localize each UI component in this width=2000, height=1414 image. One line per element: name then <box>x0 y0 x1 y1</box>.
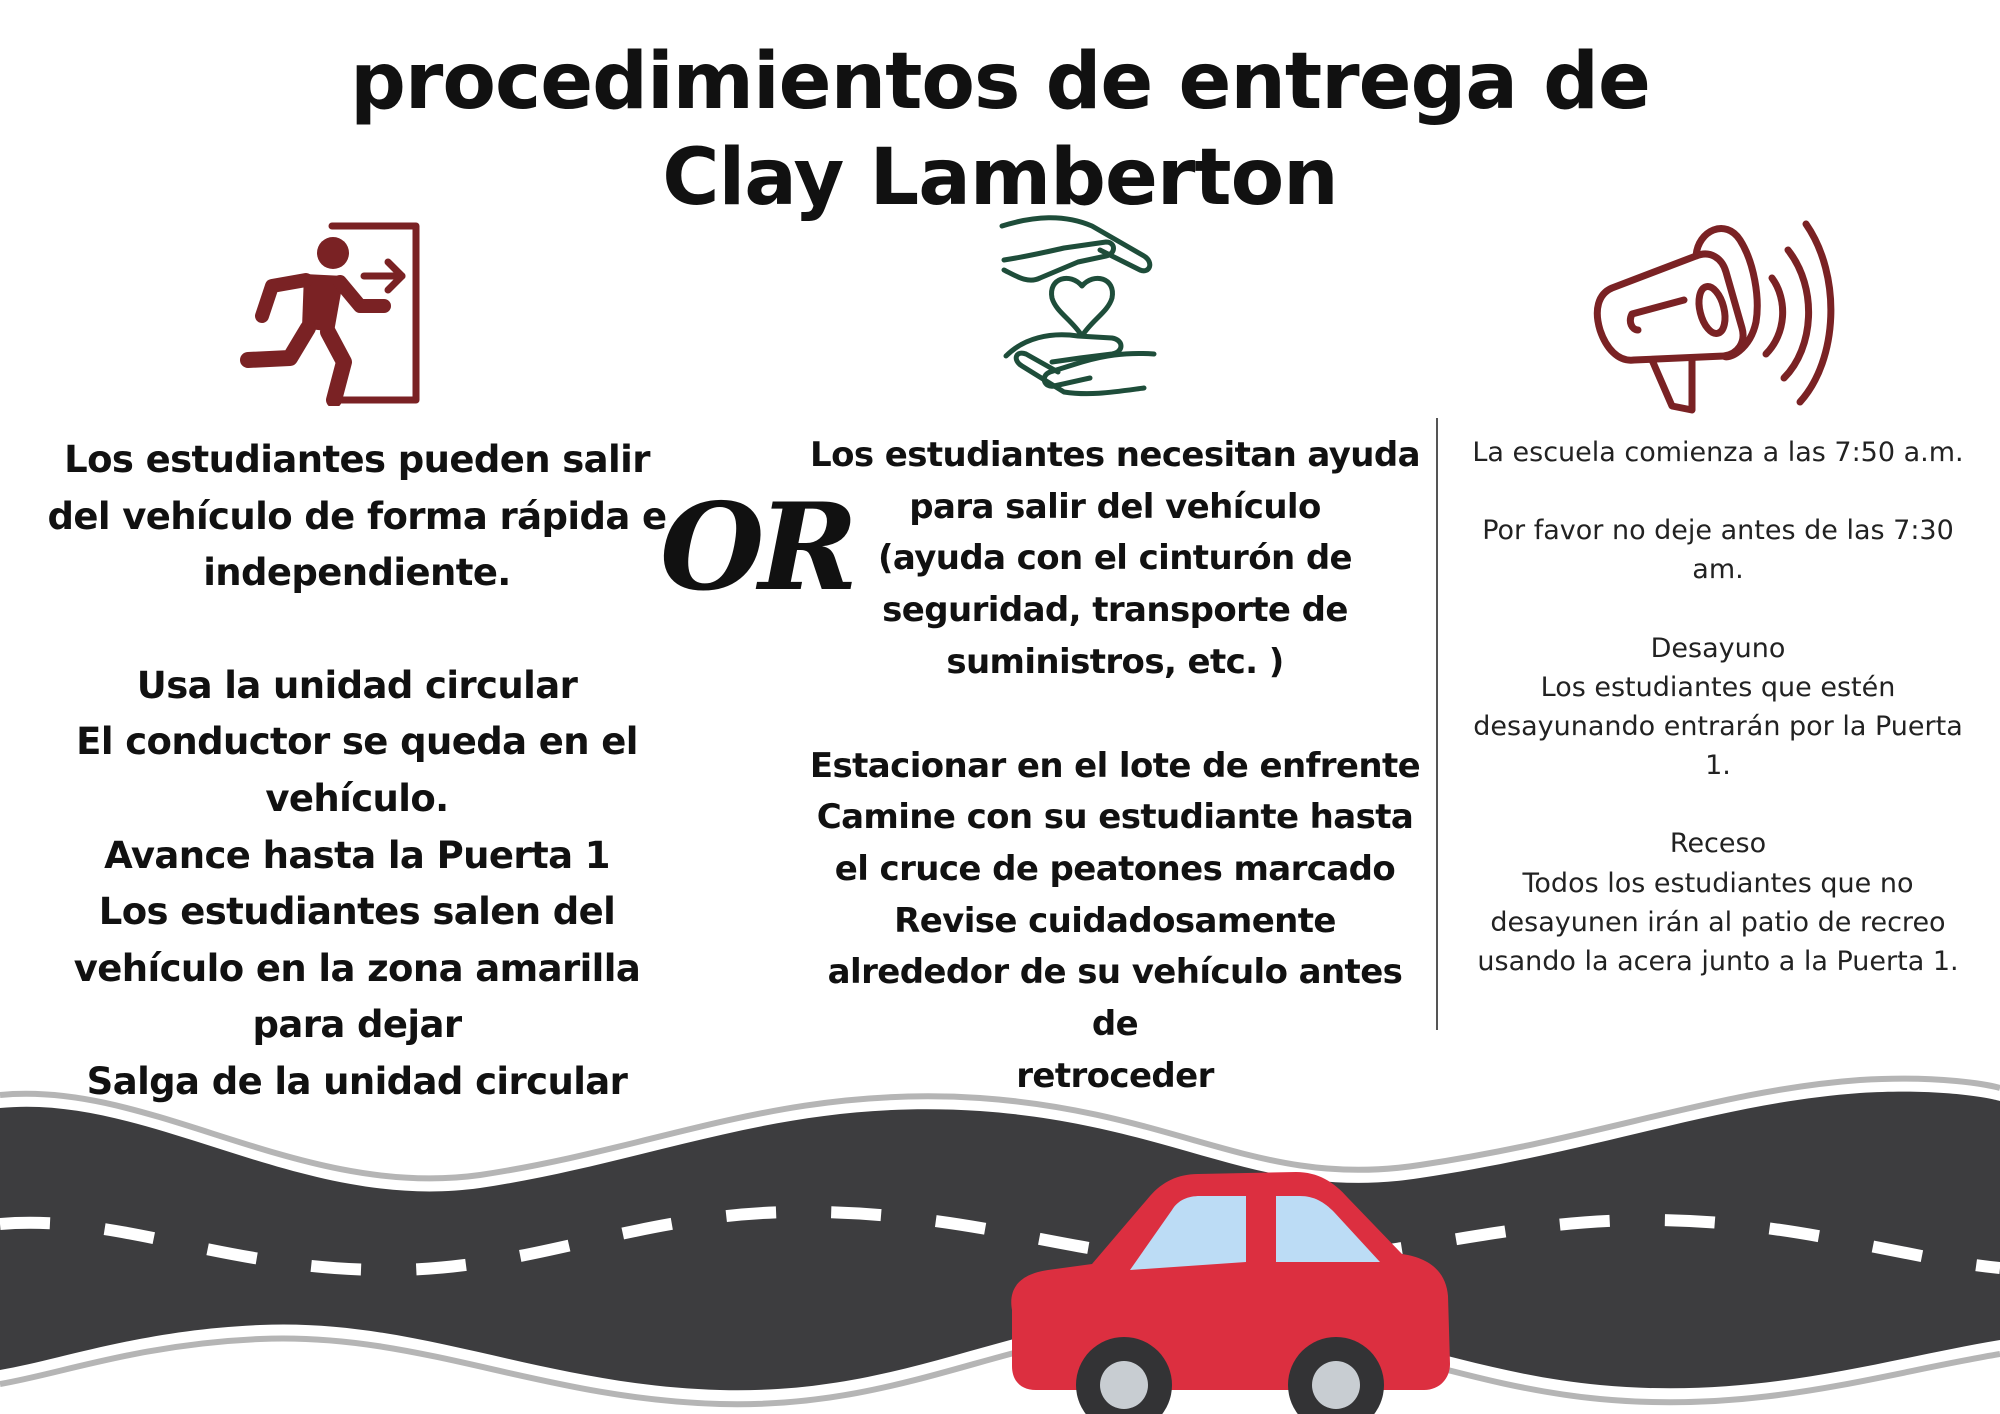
breakfast-line: desayunando entrarán por la Puerta <box>1473 711 1963 743</box>
recess-line: desayunen irán al patio de recreo <box>1490 906 1946 938</box>
spacer <box>1448 472 1988 511</box>
spacer <box>805 689 1425 741</box>
intro-line: para salir del vehículo <box>909 486 1321 527</box>
intro-line: (ayuda con el cinturón de <box>877 538 1353 579</box>
step-line: Salga de la unidad circular <box>86 1059 628 1103</box>
intro-line: Los estudiantes necesitan ayuda <box>810 435 1420 475</box>
intro-line: suministros, etc. ) <box>946 641 1284 682</box>
page-title <box>0 34 2000 226</box>
recess-heading: Receso <box>1669 828 1767 860</box>
independent-exit-instructions <box>44 432 670 1111</box>
road-illustration <box>0 1040 2000 1414</box>
step-line: El conductor se queda en el <box>76 720 638 764</box>
title-line-2: Clay Lamberton <box>662 133 1338 223</box>
step-line: Usa la unidad circular <box>136 663 578 707</box>
step-line: vehículo. <box>265 776 449 820</box>
step-line: el cruce de peatones marcado <box>834 848 1396 889</box>
start-time: La escuela comienza a las 7:50 a.m. <box>1472 437 1964 468</box>
step-line: retroceder <box>1016 1055 1214 1096</box>
breakfast-line: Los estudiantes que estén <box>1540 671 1896 703</box>
arrival-line: Por favor no deje antes de las 7:30 <box>1482 515 1954 547</box>
step-line: Avance hasta la Puerta 1 <box>104 833 610 877</box>
road-surface <box>0 1092 2000 1391</box>
spacer <box>1448 785 1988 824</box>
step-line: para dejar <box>252 1003 462 1047</box>
intro-line: Los estudiantes pueden salir <box>64 438 650 481</box>
hands-heart-icon <box>994 212 1164 412</box>
step-line: vehículo en la zona amarilla <box>73 946 641 990</box>
spacer <box>1448 590 1988 629</box>
intro-line: independiente. <box>203 551 511 595</box>
step-line: Camine con su estudiante hasta <box>816 797 1414 838</box>
breakfast-heading: Desayuno <box>1650 632 1786 664</box>
breakfast-line: 1. <box>1705 750 1731 782</box>
intro-line: del vehículo de forma rápida e <box>47 494 667 538</box>
step-line: Estacionar en el lote de enfrente <box>809 745 1421 786</box>
megaphone-icon <box>1588 210 1838 420</box>
step-line: alrededor de su vehículo antes de <box>827 952 1403 1045</box>
step-line: Revise cuidadosamente <box>894 900 1336 941</box>
title-line-1: procedimientos de entrega de <box>350 37 1650 127</box>
or-separator: OR <box>660 477 853 618</box>
intro-line: seguridad, transporte de <box>882 590 1348 631</box>
exit-running-icon <box>236 220 426 406</box>
schedule-information <box>1448 433 1988 981</box>
column-divider <box>1436 418 1438 1030</box>
recess-line: Todos los estudiantes que no <box>1522 867 1914 899</box>
assisted-exit-instructions <box>805 430 1425 1102</box>
spacer <box>44 602 670 658</box>
step-line: Los estudiantes salen del <box>98 890 616 934</box>
recess-line: usando la acera junto a la Puerta 1. <box>1477 946 1959 978</box>
arrival-line: am. <box>1692 554 1744 586</box>
